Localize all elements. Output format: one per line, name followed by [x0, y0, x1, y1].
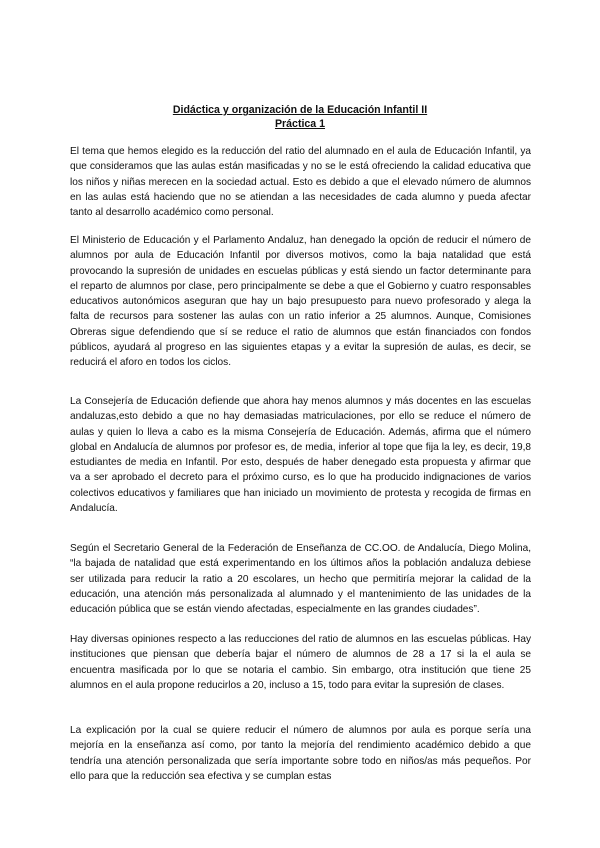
document-subtitle: Práctica 1	[274, 118, 326, 130]
paragraph-1: El tema que hemos elegido es la reducción del ratio del alumnado en el aula de Educación Infantil, ya que consideramos que las aulas están masificadas y no se le está ofreciendo la calidad educativa que los niños y niñas merecen en la sociedad actual. Esto es debido a que el elevado número de alumnos en las aulas está haciendo que no se atiendan a las necesidades de cada alumno y pueda afectar tanto al desarrollo académico como personal.	[70, 146, 531, 218]
paragraph-6: La explicación por la cual se quiere reducir el número de alumnos por aula es porque sería una mejoría en la enseñanza así como, por tanto la mejoría del rendimiento académico debido a que tendría una atención personalizada que sería importante sobre todo en niños/as más pequeños. Por ello para que la reducción sea efectiva y se cumplan estas	[70, 725, 531, 782]
paragraph-3: La Consejería de Educación defiende que ahora hay menos alumnos y más docentes en las escuelas andaluzas,esto debido a que no hay demasiadas matriculaciones, por ello se reduce el número de aulas y quien lo lleva a cabo es la misma Consejería de Educación. Además, afirma que el número global en Andalucía de alumnos por profesor es, de media, inferior al tope que fija la ley, es decir, 19,8 estudiantes de media en Infantil. Por esto, después de haber denegado esta propuesta y afirmar que va a ser aprobado el decreto para el próximo curso, es lo que ha producido indignaciones de varios colectivos educativos y familiares que han iniciado un movimiento de protesta y recogida de firmas en Andalucía.	[70, 396, 531, 514]
paragraph-5: Hay diversas opiniones respecto a las reducciones del ratio de alumnos en las escuelas públicas. Hay instituciones que piensan que debería bajar el número de alumnos de 28 a 17 si la el aula se encuentra masificada por lo que se notaria el cambio. Sin embargo, otra institución que tiene 25 alumnos en el aula propone reducirlos a 20, incluso a 15, todo para evitar la supresión de clases.	[70, 634, 531, 691]
document-title: Didáctica y organización de la Educación Infantil II	[172, 104, 428, 116]
paragraph-4: Según el Secretario General de la Federación de Enseñanza de CC.OO. de Andalucía, Diego Molina, “la bajada de natalidad que está experimentando en los últimos años la población andaluza debiese ser utilizada para reducir la ratio a 20 escolares, un hecho que permitiría mejorar la calidad de la educación, una atención más personalizada al alumnado y el mantenimiento de las unidades de la educación pública que se están viendo afectadas, especialmente en las grandes ciudades”.	[70, 543, 531, 615]
paragraph-2: El Ministerio de Educación y el Parlamento Andaluz, han denegado la opción de reducir el número de alumnos por aula de Educación Infantil por diversos motivos, como la baja natalidad que está provocando la supresión de unidades en escuelas públicas y está siendo un factor determinante para el reparto de alumnos por clase, pero principalmente se debe a que el Gobierno y cuatro responsables educativos autonómicos aseguran que hay un bajo presupuesto para nuevo profesorado y alega la falta de recursos para sostener las aulas con un ratio inferior a 25 alumnos. Aunque, Comisiones Obreras sigue defendiendo que sí se reduce el ratio de alumnos que están financiados con fondos públicos, ayudará al progreso en las siguientes etapas y a evitar la supresión de aulas, es decir, se reducirá el aforo en todos los ciclos.	[70, 235, 531, 368]
